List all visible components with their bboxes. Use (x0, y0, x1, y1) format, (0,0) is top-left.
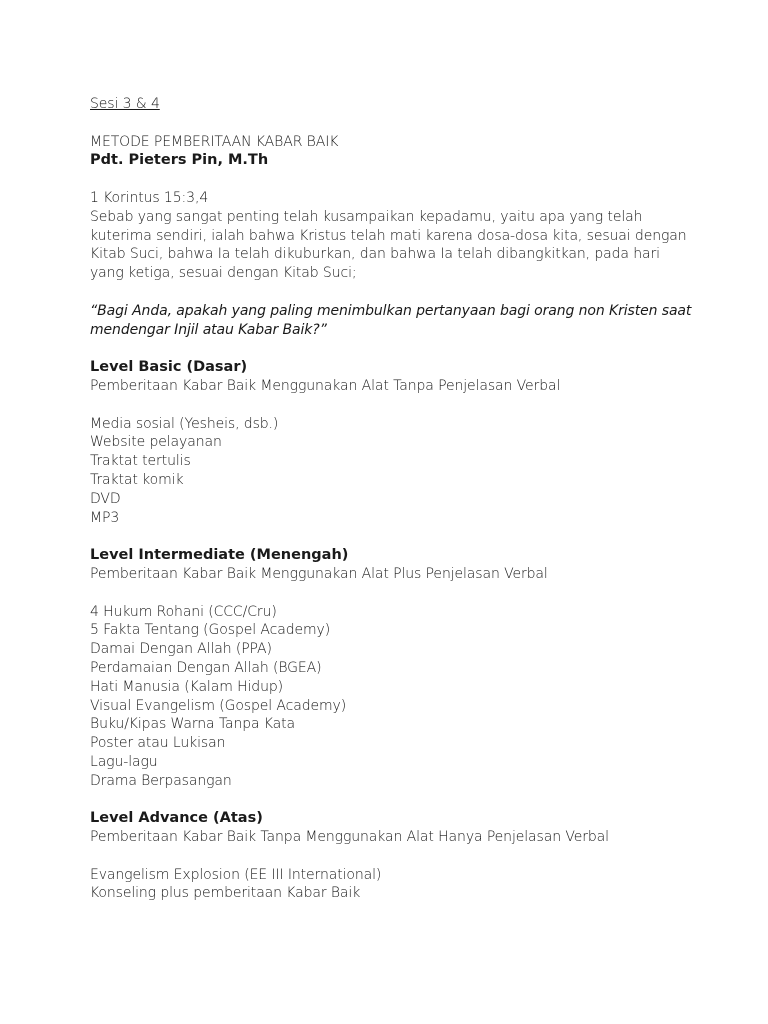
list-item: Perdamaian Dengan Allah (BGEA) (90, 659, 322, 676)
spacer (90, 339, 730, 358)
spacer (90, 114, 730, 133)
level-basic-section (90, 358, 730, 527)
level-heading: Level Intermediate (Menengah) (90, 547, 349, 564)
list-item: MP3 (90, 509, 120, 526)
verse-line: yang ketiga, sesuai dengan Kitab Suci; (90, 265, 357, 282)
spacer (90, 584, 730, 603)
list-item: Website pelayanan (90, 434, 222, 451)
spacer (90, 170, 730, 189)
verse-line: Sebab yang sangat penting telah kusampaikan kepadamu, yaitu apa yang telah (90, 208, 643, 225)
list-item: Traktat komik (90, 471, 184, 488)
question-line: “Bagi Anda, apakah yang paling menimbulkan pertanyaan bagi orang non Kristen saat (90, 302, 692, 319)
list-item: Buku/Kipas Warna Tanpa Kata (90, 716, 296, 733)
spacer (90, 283, 730, 302)
list-item: Traktat tertulis (90, 453, 191, 470)
level-description: Pemberitaan Kabar Baik Tanpa Menggunakan Alat Hanya Penjelasan Verbal (90, 829, 609, 846)
list-item: Drama Berpasangan (90, 772, 232, 789)
question-line: mendengar Injil atau Kabar Baik?” (90, 321, 327, 338)
spacer (90, 527, 730, 546)
document-title: METODE PEMBERITAAN KABAR BAIK (90, 133, 339, 150)
level-advance-section (90, 809, 730, 903)
list-item: 5 Fakta Tentang (Gospel Academy) (90, 622, 331, 639)
list-item: Lagu-lagu (90, 753, 158, 770)
level-heading: Level Basic (Dasar) (90, 359, 248, 376)
session-label: Sesi 3 & 4 (90, 96, 160, 112)
level-description: Pemberitaan Kabar Baik Menggunakan Alat Plus Penjelasan Verbal (90, 565, 548, 582)
spacer (90, 847, 730, 866)
list-item: Media sosial (Yesheis, dsb.) (90, 415, 279, 432)
verse-block (90, 189, 730, 283)
verse-reference: 1 Korintus 15:3,4 (90, 189, 209, 206)
level-heading: Level Advance (Atas) (90, 810, 263, 827)
list-item: Visual Evangelism (Gospel Academy) (90, 697, 347, 714)
verse-line: kuterima sendiri, ialah bahwa Kristus telah mati karena dosa-dosa kita, sesuai dengan (90, 227, 687, 244)
list-item: DVD (90, 490, 121, 507)
spacer (90, 790, 730, 809)
verse-line: Kitab Suci, bahwa Ia telah dikuburkan, dan bahwa Ia telah dibangkitkan, pada hari (90, 246, 660, 263)
level-intermediate-section (90, 546, 730, 790)
spacer (90, 396, 730, 415)
list-item: Evangelism Explosion (EE III International) (90, 866, 382, 883)
list-item: 4 Hukum Rohani (CCC/Cru) (90, 603, 277, 620)
list-item: Konseling plus pemberitaan Kabar Baik (90, 885, 361, 902)
level-description: Pemberitaan Kabar Baik Menggunakan Alat Tanpa Penjelasan Verbal (90, 377, 561, 394)
document-page (90, 95, 730, 903)
question-block (90, 302, 730, 340)
list-item: Hati Manusia (Kalam Hidup) (90, 678, 284, 695)
list-item: Damai Dengan Allah (PPA) (90, 641, 272, 658)
list-item: Poster atau Lukisan (90, 735, 226, 752)
author-name: Pdt. Pieters Pin, M.Th (90, 152, 269, 169)
